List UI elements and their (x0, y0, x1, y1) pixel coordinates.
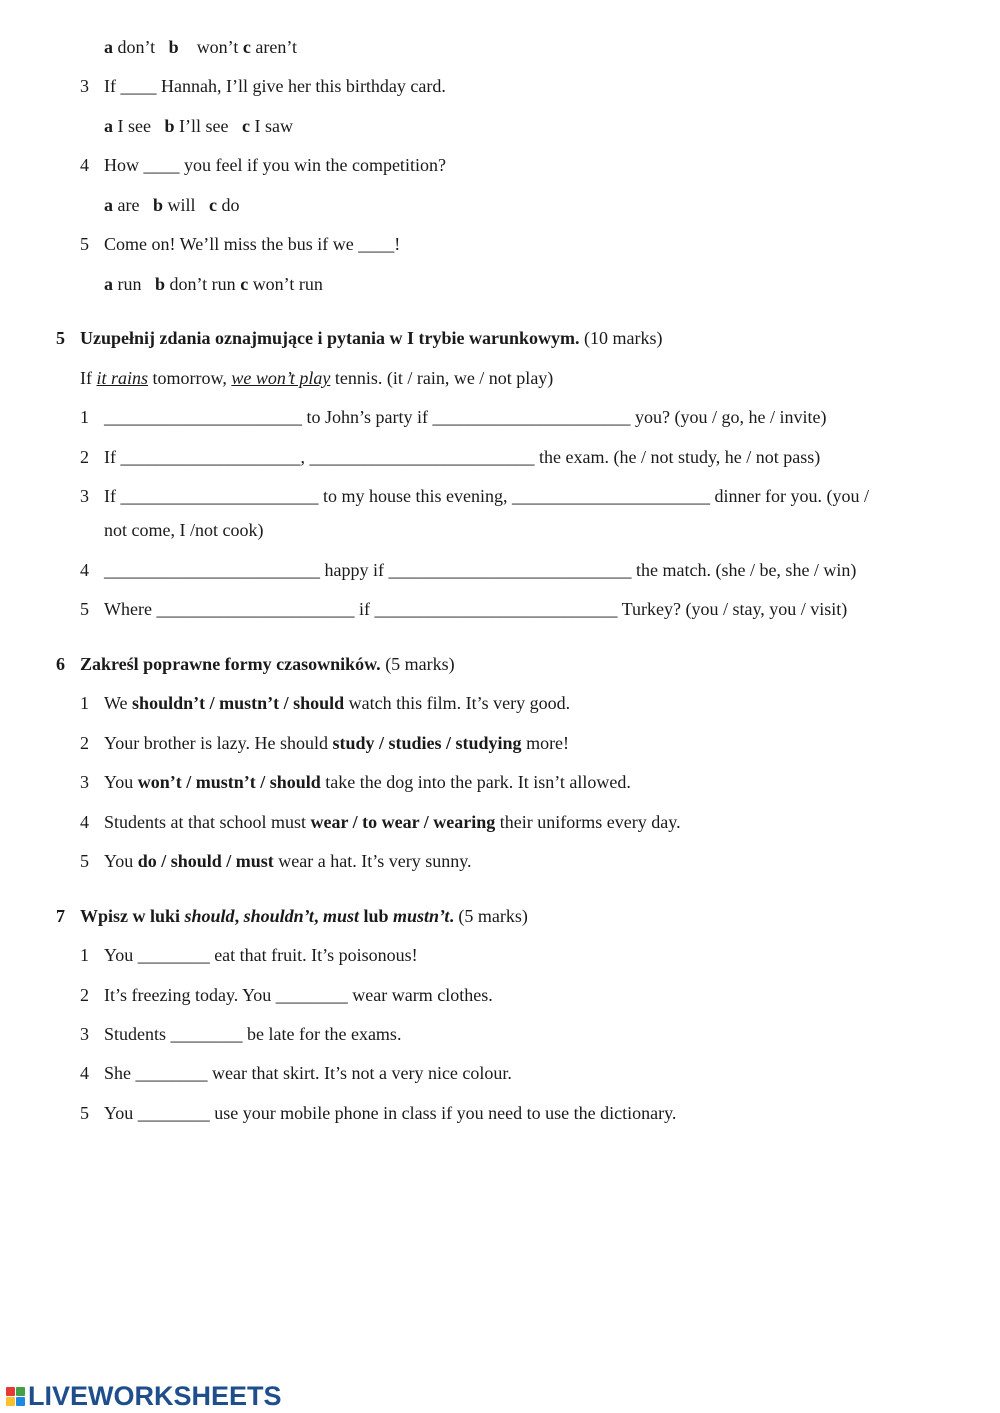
liveworksheets-logo[interactable] (6, 1380, 282, 1412)
ex4-options: a I see b I’ll see c I saw (104, 116, 293, 136)
ex4-q2-options: a don’t b won’t c aren’t (104, 37, 298, 57)
ex6-item: 4 Students at that school must wear / to wear / wearing their uniforms every day. (80, 812, 681, 832)
ex6-item: 3 You won’t / mustn’t / should take the dog into the park. It isn’t allowed. (80, 772, 631, 792)
ex4-options: a run b don’t run c won’t run (104, 274, 323, 294)
ex5-item: 2 If ____________________, _________________________ the exam. (he / not study, he / not pass) (80, 447, 821, 467)
ex7-item: 3 Students ________ be late for the exams. (80, 1024, 402, 1044)
ex7-item: 2 It’s freezing today. You ________ wear warm clothes. (80, 985, 493, 1005)
ex5-item: 5 Where ______________________ if ___________________________ Turkey? (you / stay, you / visit) (80, 599, 848, 619)
ex5-item-continuation: not come, I /not cook) (104, 520, 264, 540)
ex7-heading: 7 Wpisz w luki should, shouldn’t, must lub mustn’t. (5 marks) (56, 906, 528, 926)
ex7-item: 1 You ________ eat that fruit. It’s poisonous! (80, 945, 418, 965)
ex7-item: 4 She ________ wear that skirt. It’s not a very nice colour. (80, 1063, 512, 1083)
ex6-heading: 6 Zakreśl poprawne formy czasowników. (5 marks) (56, 654, 455, 674)
ex5-item: 3 If ______________________ to my house this evening, ______________________ dinner for you. (you / (80, 486, 869, 506)
liveworksheets-logo-icon (6, 1387, 25, 1406)
ex4-question: 3 If ____ Hannah, I’ll give her this birthday card. (80, 76, 446, 96)
ex6-item: 2 Your brother is lazy. He should study / studies / studying more! (80, 733, 570, 753)
ex5-example: If it rains tomorrow, we won’t play tennis. (it / rain, we / not play) (80, 368, 554, 388)
ex5-heading: 5 Uzupełnij zdania oznajmujące i pytania w I trybie warunkowym. (10 marks) (56, 328, 663, 348)
ex5-item: 1 ______________________ to John’s party if ______________________ you? (you / go, he / invite) (80, 407, 827, 427)
logo-square (16, 1387, 25, 1396)
logo-square (6, 1397, 15, 1406)
ex4-question: 5 Come on! We’ll miss the bus if we ____! (80, 234, 401, 254)
ex7-item: 5 You ________ use your mobile phone in class if you need to use the dictionary. (80, 1103, 677, 1123)
ex6-item: 5 You do / should / must wear a hat. It’s very sunny. (80, 851, 472, 871)
ex4-question: 4 How ____ you feel if you win the competition? (80, 155, 446, 175)
ex5-item: 4 ________________________ happy if ___________________________ the match. (she / be, she / win) (80, 560, 857, 580)
logo-text: LIVEWORKSHEETS (28, 1380, 282, 1411)
logo-square (6, 1387, 15, 1396)
logo-square (16, 1397, 25, 1406)
ex6-item: 1 We shouldn’t / mustn’t / should watch this film. It’s very good. (80, 693, 571, 713)
ex4-options: a are b will c do (104, 195, 240, 215)
